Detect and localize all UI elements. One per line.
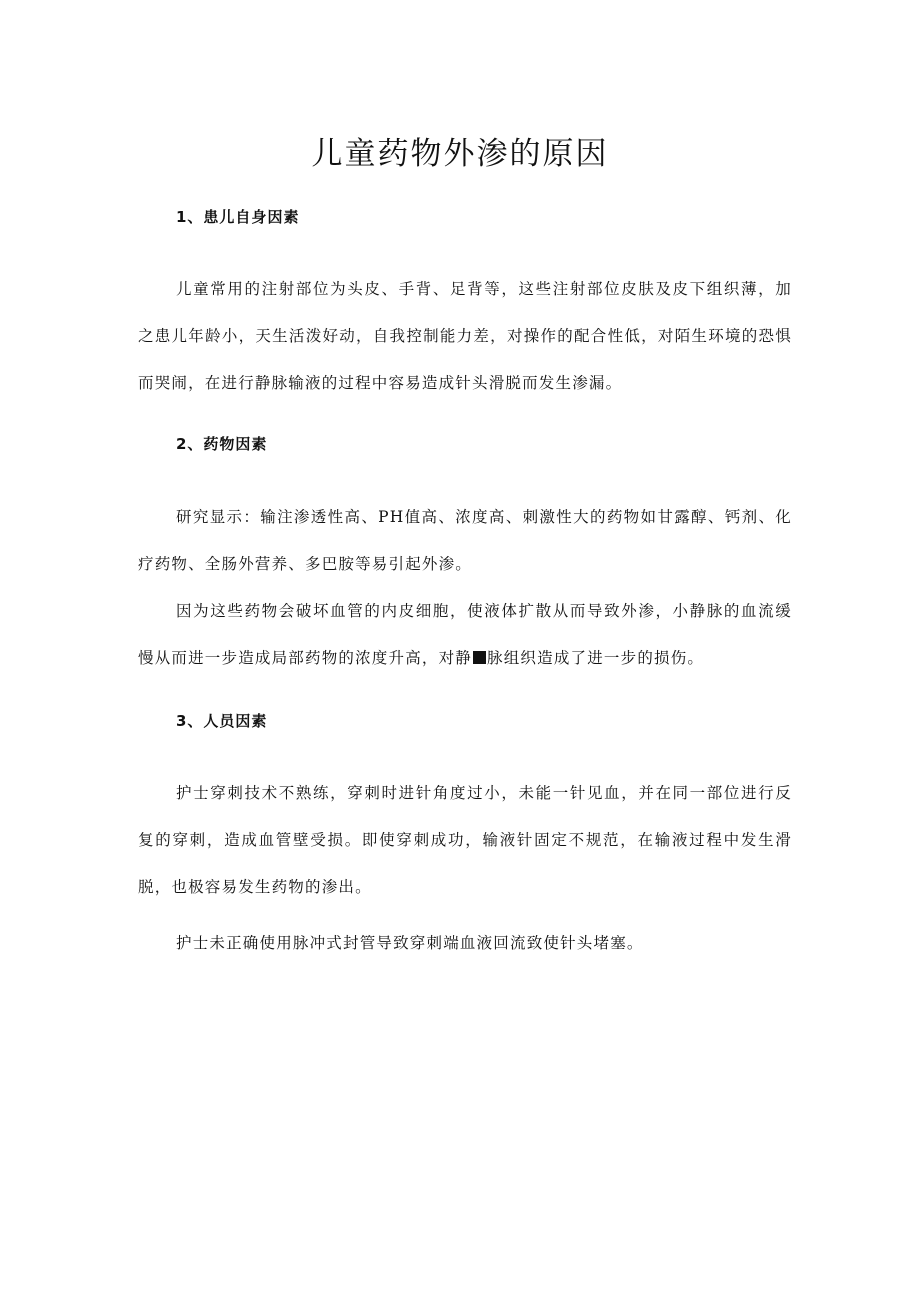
redaction-block — [473, 651, 486, 664]
section-heading-drug: 2、药物因素 — [176, 435, 268, 453]
paragraph-drug-mechanism — [138, 588, 792, 682]
paragraph-personnel-flush: 护士未正确使用脉冲式封管导致穿刺端血液回流致使针头堵塞。 — [176, 934, 644, 952]
paragraph-patient-factors: 儿童常用的注射部位为头皮、手背、足背等，这些注射部位皮肤及皮下组织薄，加之患儿年龄小，天生活泼好动，自我控制能力差，对操作的配合性低，对陌生环境的恐惧而哭闹，在进行静脉输液的过程中容易造成针头滑脱而发生渗漏。 — [138, 280, 792, 392]
section-heading-personnel: 3、人员因素 — [176, 712, 268, 730]
paragraph-drug-factors: 研究显示：输注渗透性高、PH值高、浓度高、刺激性大的药物如甘露醇、钙剂、化疗药物、全肠外营养、多巴胺等易引起外渗。 — [138, 508, 792, 573]
page-title: 儿童药物外渗的原因 — [311, 136, 609, 172]
paragraph-drug-mechanism-part2: 脉组织造成了进一步的损伤。 — [487, 649, 705, 667]
paragraph-personnel-factors: 护士穿刺技术不熟练，穿刺时进针角度过小，未能一针见血，并在同一部位进行反复的穿刺，造成血管壁受损。即使穿刺成功，输液针固定不规范，在输液过程中发生滑脱，也极容易发生药物的渗出。 — [138, 784, 792, 896]
section-heading-patient: 1、患儿自身因素 — [176, 208, 300, 226]
paragraph-drug-mechanism-part1: 因为这些药物会破坏血管的内皮细胞，使液体扩散从而导致外渗，小静脉的血流缓慢从而进一步造成局部药物的浓度升高，对静 — [138, 602, 792, 667]
